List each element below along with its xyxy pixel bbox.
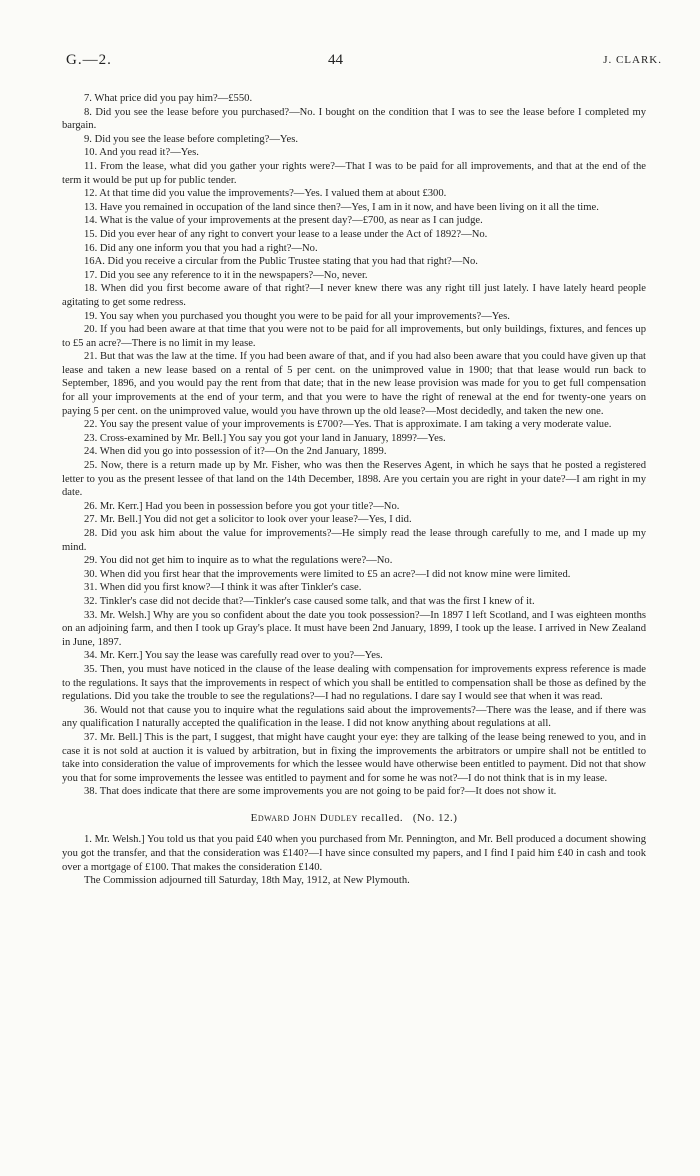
- paragraph: 9. Did you see the lease before completing?—Yes.: [84, 133, 298, 145]
- paragraph: 11. From the lease, what did you gather your rights were?—That I was to be paid for all improvements, and that at the end of the term it would be put up for public tender.: [62, 160, 646, 186]
- section-heading: [62, 812, 646, 826]
- paragraph: 25. Now, there is a return made up by Mr. Fisher, who was then the Reserves Agent, in which he says that he posted a registered letter to you as the present lessee of that land on the 14th December, 1898. Are you certain you are right in your date?—I am right in my date.: [62, 460, 646, 499]
- paragraph: 19. You say when you purchased you thought you were to be paid for all your improvements?—Yes.: [84, 310, 510, 322]
- page-header: [66, 52, 662, 74]
- witness-name: J. CLARK.: [603, 54, 662, 66]
- paragraph: 30. When did you first hear that the improvements were limited to £5 an acre?—I did not know mine were limited.: [84, 568, 571, 580]
- paragraph: 18. When did you first become aware of that right?—I never knew there was any right till just lately. I have lately heard people agitating to get some redress.: [62, 283, 646, 308]
- testimony-clark: [62, 92, 646, 799]
- document-body: [62, 92, 646, 888]
- paragraph: 34. Mr. Kerr.] You say the lease was carefully read over to you?—Yes.: [84, 650, 383, 662]
- testimony-dudley: [62, 833, 646, 887]
- paragraph: 23. Cross-examined by Mr. Bell.] You say you got your land in January, 1899?—Yes.: [84, 432, 446, 444]
- paragraph: 28. Did you ask him about the value for improvements?—He simply read the lease through carefully to me, and I made up my mind.: [62, 528, 646, 553]
- parliamentary-paper-number: G.—2.: [66, 52, 112, 68]
- paragraph: 33. Mr. Welsh.] Why are you so confident about the date you took possession?—In 1897 I left Scotland, and I was eighteen months on an adjoining farm, and then I took up Gray's place. It must have been 2nd January, 1899, I took up the lease. I arrived in New Zealand in June, 1897.: [62, 609, 646, 648]
- paragraph: 16. Did any one inform you that you had a right?—No.: [84, 242, 318, 254]
- paragraph: 38. That does indicate that there are some improvements you are not going to be paid for?—It does not show it.: [84, 786, 557, 798]
- paragraph: 14. What is the value of your improvements at the present day?—£700, as near as I can judge.: [84, 215, 483, 227]
- paragraph: 29. You did not get him to inquire as to what the regulations were?—No.: [84, 555, 393, 567]
- paragraph: 21. But that was the law at the time. If you had been aware of that, and if you had also been aware that you could have given up that lease and taken a new lease based on a rental of 5 per cent. on the unimproved value in 1900; that that lease would run back to September, 1896, and you would pay the rent from that date; that in the new lease provision was made for you to get full compensation for all your improvements at the end of your term, and that you were to have the right of renewal at the end for twenty-one years on paying 5 per cent. on the unimproved value, would you have thrown up the old lease?—Most decidedly, and taken the new one.: [62, 351, 646, 417]
- paragraph: 24. When did you go into possession of it?—On the 2nd January, 1899.: [84, 446, 387, 458]
- paragraph: 20. If you had been aware at that time that you were not to be paid for all improvements, but only buildings, fixtures, and fences up to £5 an acre?—There is no limit in my lease.: [62, 324, 646, 349]
- paragraph: 27. Mr. Bell.] You did not get a solicitor to look over your lease?—Yes, I did.: [84, 514, 412, 526]
- section-number: (No. 12.): [412, 811, 458, 824]
- paragraph: 10. And you read it?—Yes.: [84, 147, 199, 159]
- paragraph: 22. You say the present value of your improvements is £700?—Yes. That is approximate. I am taking a very moderate value.: [84, 419, 612, 431]
- paragraph: 15. Did you ever hear of any right to convert your lease to a lease under the Act of 1892?—No.: [84, 228, 488, 240]
- paragraph: 32. Tinkler's case did not decide that?—Tinkler's case caused some talk, and that was the first I knew of it.: [84, 595, 535, 607]
- paragraph: 8. Did you see the lease before you purchased?—No. I bought on the condition that I was to see the lease before I completed my bargain.: [62, 106, 646, 132]
- section-status: recalled.: [361, 811, 404, 824]
- section-witness-name: Edward John Dudley: [250, 811, 358, 824]
- paragraph: 1. Mr. Welsh.] You told us that you paid £40 when you purchased from Mr. Pennington, and Mr. Bell produced a document showing you got the transfer, and that the consideration was £140?—I have since consulted my papers, and I find I paid him £40 in cash and took over a mortgage of £100. That makes the consideration £140.: [62, 834, 646, 873]
- paragraph: 17. Did you see any reference to it in the newspapers?—No, never.: [84, 269, 368, 281]
- paragraph: 35. Then, you must have noticed in the clause of the lease dealing with compensation for improvements express reference is made to the regulations. It says that the improvements in respect of which you shall be entitled to compensation shall be those as defined by the regulations. Did you take the trouble to see the regulations?—I had no regulations. I dare say I would see that when it was read.: [62, 663, 646, 703]
- paragraph: 13. Have you remained in occupation of the land since then?—Yes, I am in it now, and have been living on it all the time.: [84, 201, 599, 213]
- paragraph: 36. Would not that cause you to inquire what the regulations said about the improvements?—There was the lease, and if there was any qualification I naturally accepted the qualification in the lease. I did not know anything about regulations at all.: [62, 704, 646, 730]
- paragraph: 31. When did you first know?—I think it was after Tinkler's case.: [84, 582, 362, 594]
- paragraph: 37. Mr. Bell.] This is the part, I suggest, that might have caught your eye: they are talking of the lease being renewed to you, and in case it is not sold at auction it is valued by arbitration, but in fixing the improvements the arbitrators or umpire shall not be entitled to take into consideration the value of improvements for which the lessee would have otherwise been entitled to payment. Did not that show you that for some improvements the lessee was entitled to payment and for some he was not?—I do not think that is in my lease.: [62, 731, 646, 784]
- paragraph: The Commission adjourned till Saturday, 18th May, 1912, at New Plymouth.: [84, 875, 410, 887]
- page-number: 44: [328, 52, 343, 68]
- paragraph: 26. Mr. Kerr.] Had you been in possession before you got your title?—No.: [84, 500, 400, 512]
- paragraph: 7. What price did you pay him?—£550.: [84, 93, 253, 104]
- paragraph: 12. At that time did you value the improvements?—Yes. I valued them at about £300.: [84, 188, 447, 200]
- paragraph: 16A. Did you receive a circular from the Public Trustee stating that you had that right?—No.: [84, 256, 478, 268]
